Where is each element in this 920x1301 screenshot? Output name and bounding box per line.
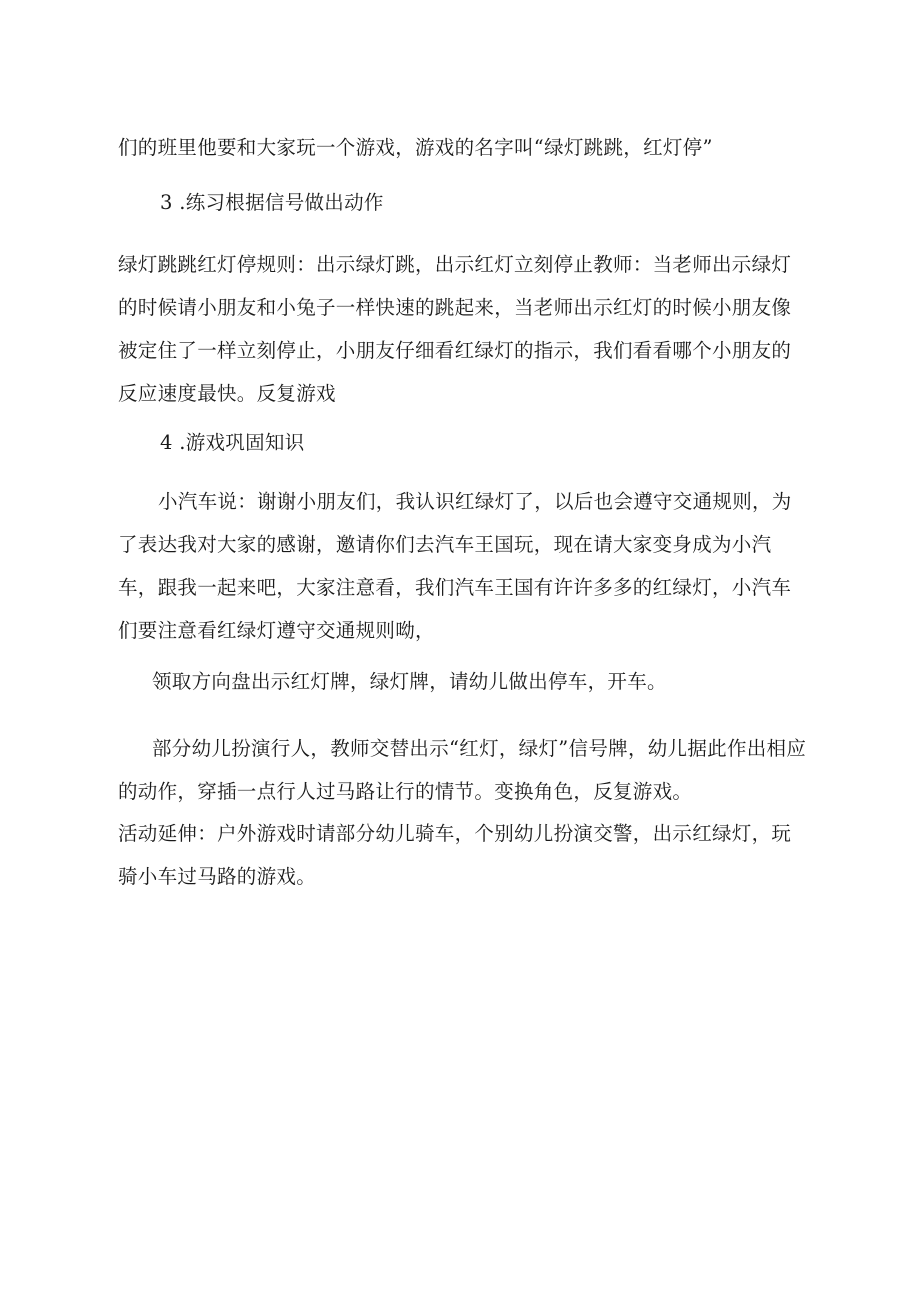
- paragraph-little-car-speech: 小汽车说：谢谢小朋友们，我认识红绿灯了，以后也会遵守交通规则，为了表达我对大家的感谢，邀请你们去汽车王国玩，现在请大家变身成为小汽车，跟我一起来吧，大家注意看，我们汽车王国有许许多多的红绿灯，小汽车们要注意看红绿灯遵守交通规则呦，: [118, 490, 792, 642]
- paragraph-game-rules: 绿灯跳跳红灯停规则：出示绿灯跳，出示红灯立刻停止教师：当老师出示绿灯的时候请小朋友和小兔子一样快速的跳起来，当老师出示红灯的时候小朋友像被定住了一样立刻停止，小朋友仔细看红绿灯的指示，我们看看哪个小朋友的反应速度最快。反复游戏: [118, 253, 792, 405]
- heading-practice-signals: 3 .练习根据信号做出动作: [160, 191, 384, 214]
- heading-consolidate-knowledge: 4 .游戏巩固知识: [160, 431, 305, 454]
- paragraph-steering-wheel: 领取方向盘出示红灯牌，绿灯牌，请幼儿做出停车，开车。: [152, 670, 667, 693]
- paragraph-activity-extension: 活动延伸：户外游戏时请部分幼儿骑车，个别幼儿扮演交警，出示红绿灯，玩骑小车过马路的游戏。: [118, 822, 792, 888]
- paragraph-game-intro: 们的班里他要和大家玩一个游戏，游戏的名字叫“绿灯跳跳，红灯停”: [118, 136, 713, 159]
- paragraph-pedestrian-roles: 部分幼儿扮演行人，教师交替出示“红灯，绿灯”信号牌，幼儿据此作出相应的动作，穿插一点行人过马路让行的情节。变换角色，反复游戏。: [118, 737, 807, 803]
